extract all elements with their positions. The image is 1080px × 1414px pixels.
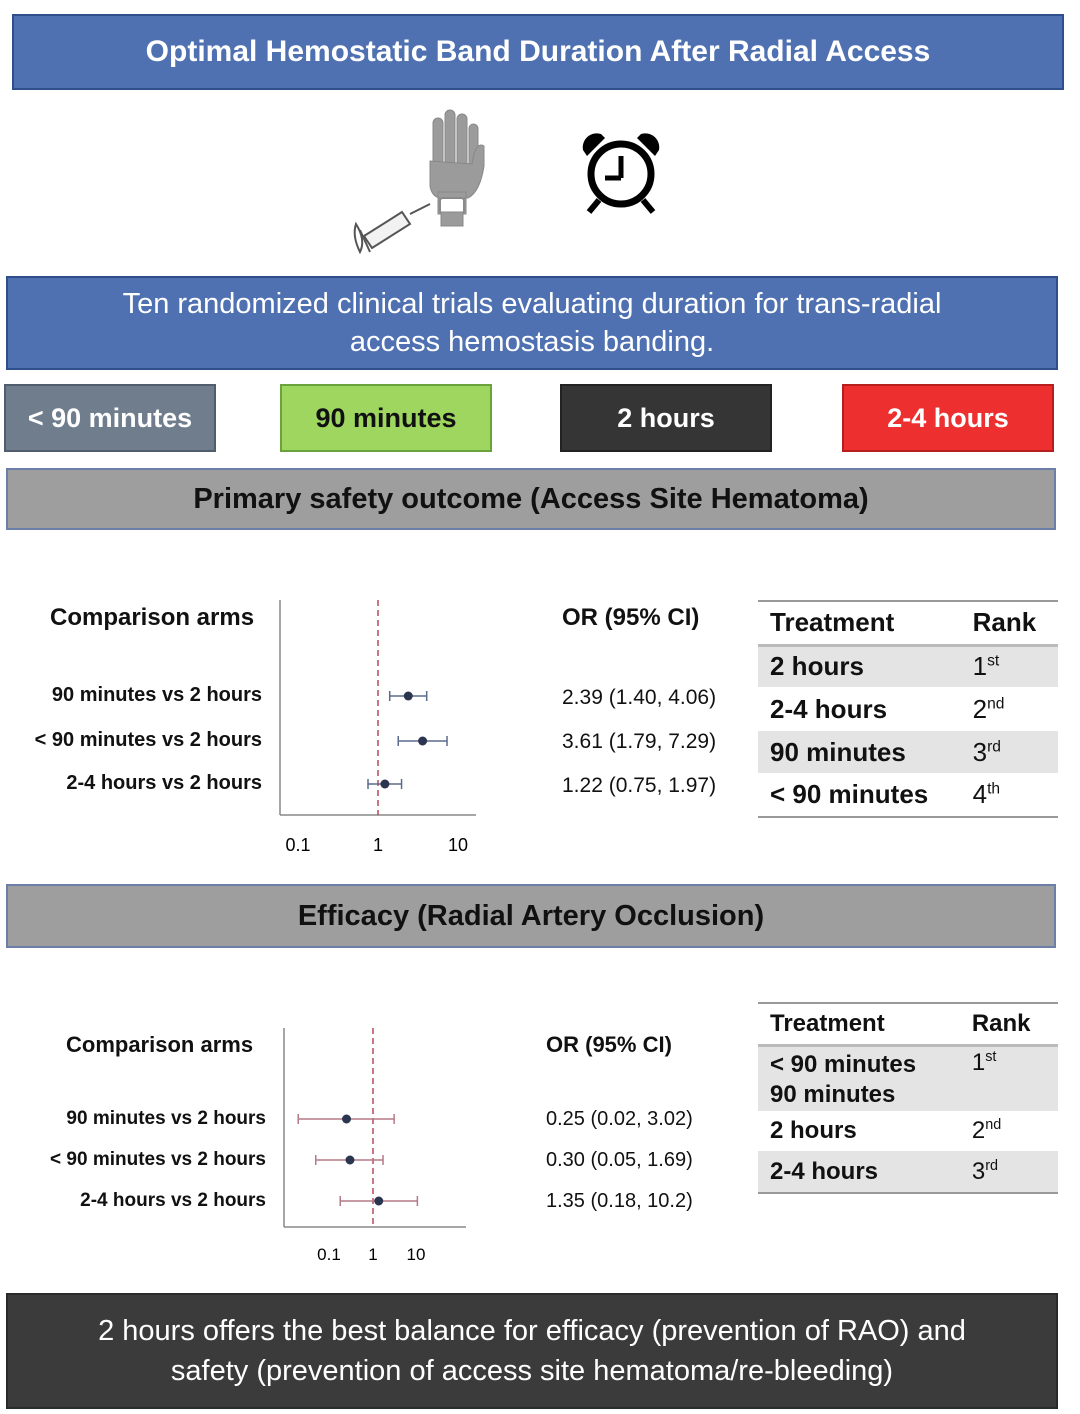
- efficacy-or-value-1: 0.25 (0.02, 3.02): [546, 1108, 693, 1130]
- rank-header-row: [758, 601, 1058, 645]
- tag-label: 90 minutes: [315, 402, 457, 433]
- rank-row: [758, 687, 1058, 731]
- title-banner: [12, 14, 1064, 90]
- efficacy-row-label-1: 90 minutes vs 2 hours: [66, 1108, 266, 1129]
- safety-or-value-2: 3.61 (1.79, 7.29): [562, 730, 717, 753]
- treatment-cell: < 90 minutes: [758, 1045, 960, 1079]
- conclusion-banner: [6, 1293, 1058, 1409]
- efficacy-or-header: OR (95% CI): [546, 1032, 672, 1057]
- or-point: [404, 692, 413, 701]
- treatment-cell: 90 minutes: [758, 731, 961, 773]
- or-point: [342, 1115, 351, 1124]
- tag-90-minutes: [280, 384, 492, 452]
- rank-cell: 4th: [972, 779, 1001, 809]
- treatment-cell: 2-4 hours: [758, 1151, 960, 1193]
- subtitle-banner: [6, 276, 1058, 370]
- safety-or-value-3: 1.22 (0.75, 1.97): [562, 774, 717, 797]
- rank-row: [758, 731, 1058, 773]
- rank-cell: 1st: [961, 645, 1058, 687]
- col-rank: Rank: [971, 1009, 1031, 1037]
- treatment-cell: 2 hours: [770, 1117, 857, 1144]
- alarm-clock-icon: [575, 128, 667, 216]
- tag-label: < 90 minutes: [27, 402, 193, 433]
- rank-cell: [960, 1079, 1058, 1111]
- or-point: [418, 737, 427, 746]
- efficacy-or-value-3: 1.35 (0.18, 10.2): [546, 1190, 693, 1212]
- safety-rank-table: [758, 600, 1058, 818]
- efficacy-forest-plot: [274, 1024, 474, 1269]
- safety-heading: Primary safety outcome (Access Site Hematoma): [193, 482, 869, 515]
- subtitle-line-2: access hemostasis banding.: [349, 326, 715, 358]
- safety-row-label-3: 2-4 hours vs 2 hours: [66, 772, 262, 794]
- x-tick-label: 10: [447, 835, 469, 855]
- safety-forest-plot: [270, 595, 490, 865]
- treatment-cell: 2 hours: [758, 645, 961, 687]
- x-tick-label: 1: [372, 835, 384, 855]
- rank-row: [758, 1111, 1058, 1151]
- or-point: [345, 1156, 354, 1165]
- col-rank: Rank: [972, 607, 1037, 638]
- rank-cell: 2nd: [972, 693, 1005, 724]
- subtitle-line-1: Ten randomized clinical trials evaluating duration for trans-radial: [122, 288, 942, 320]
- efficacy-heading: Efficacy (Radial Artery Occlusion): [297, 899, 765, 932]
- tag-label: 2 hours: [617, 402, 715, 433]
- x-tick-label: 1: [368, 1245, 378, 1264]
- rank-row: [758, 1045, 1058, 1079]
- tag-2-hours: [560, 384, 772, 452]
- rank-row: [758, 1079, 1058, 1111]
- hand-wristband-icon: [350, 106, 490, 256]
- x-tick-label: 0.1: [285, 835, 311, 855]
- x-tick-label: 0.1: [317, 1245, 341, 1264]
- treatment-cell: 90 minutes: [758, 1079, 960, 1111]
- safety-or-value-1: 2.39 (1.40, 4.06): [562, 686, 717, 709]
- rank-row: [758, 645, 1058, 687]
- treatment-cell: < 90 minutes: [770, 779, 929, 809]
- rank-cell: 2nd: [971, 1117, 1002, 1144]
- safety-row-label-2: < 90 minutes vs 2 hours: [34, 729, 262, 751]
- conclusion-line-1: 2 hours offers the best balance for efficacy (prevention of RAO) and: [98, 1315, 966, 1347]
- rank-cell: 3rd: [961, 731, 1058, 773]
- safety-row-label-1: 90 minutes vs 2 hours: [51, 684, 262, 706]
- col-treatment: Treatment: [770, 1009, 885, 1037]
- treatment-cell: 2-4 hours: [770, 693, 888, 724]
- col-treatment: Treatment: [770, 607, 895, 638]
- rank-cell: 3rd: [960, 1151, 1058, 1193]
- tag-2-4-hours: [842, 384, 1054, 452]
- conclusion-line-2: safety (prevention of access site hematoma/re-bleeding): [170, 1355, 894, 1387]
- efficacy-arms-header: Comparison arms: [66, 1032, 254, 1057]
- safety-or-header: OR (95% CI): [562, 604, 700, 631]
- tag-label: 2-4 hours: [887, 402, 1009, 433]
- tag-under-90-minutes: [4, 384, 216, 452]
- efficacy-heading-bar: [6, 884, 1056, 948]
- safety-arms-header: Comparison arms: [50, 604, 255, 631]
- efficacy-or-value-2: 0.30 (0.05, 1.69): [546, 1149, 693, 1171]
- efficacy-row-label-3: 2-4 hours vs 2 hours: [80, 1190, 266, 1211]
- or-point: [374, 1197, 383, 1206]
- page-title: Optimal Hemostatic Band Duration After Radial Access: [145, 35, 931, 68]
- rank-header-row: [758, 1003, 1058, 1045]
- rank-cell: 1st: [960, 1045, 1058, 1079]
- rank-row: [758, 1151, 1058, 1193]
- safety-heading-bar: [6, 468, 1056, 530]
- rank-row: [758, 773, 1058, 817]
- x-tick-label: 10: [406, 1245, 426, 1264]
- efficacy-row-label-2: < 90 minutes vs 2 hours: [50, 1149, 266, 1170]
- efficacy-rank-table: [758, 1002, 1058, 1194]
- or-point: [380, 780, 389, 789]
